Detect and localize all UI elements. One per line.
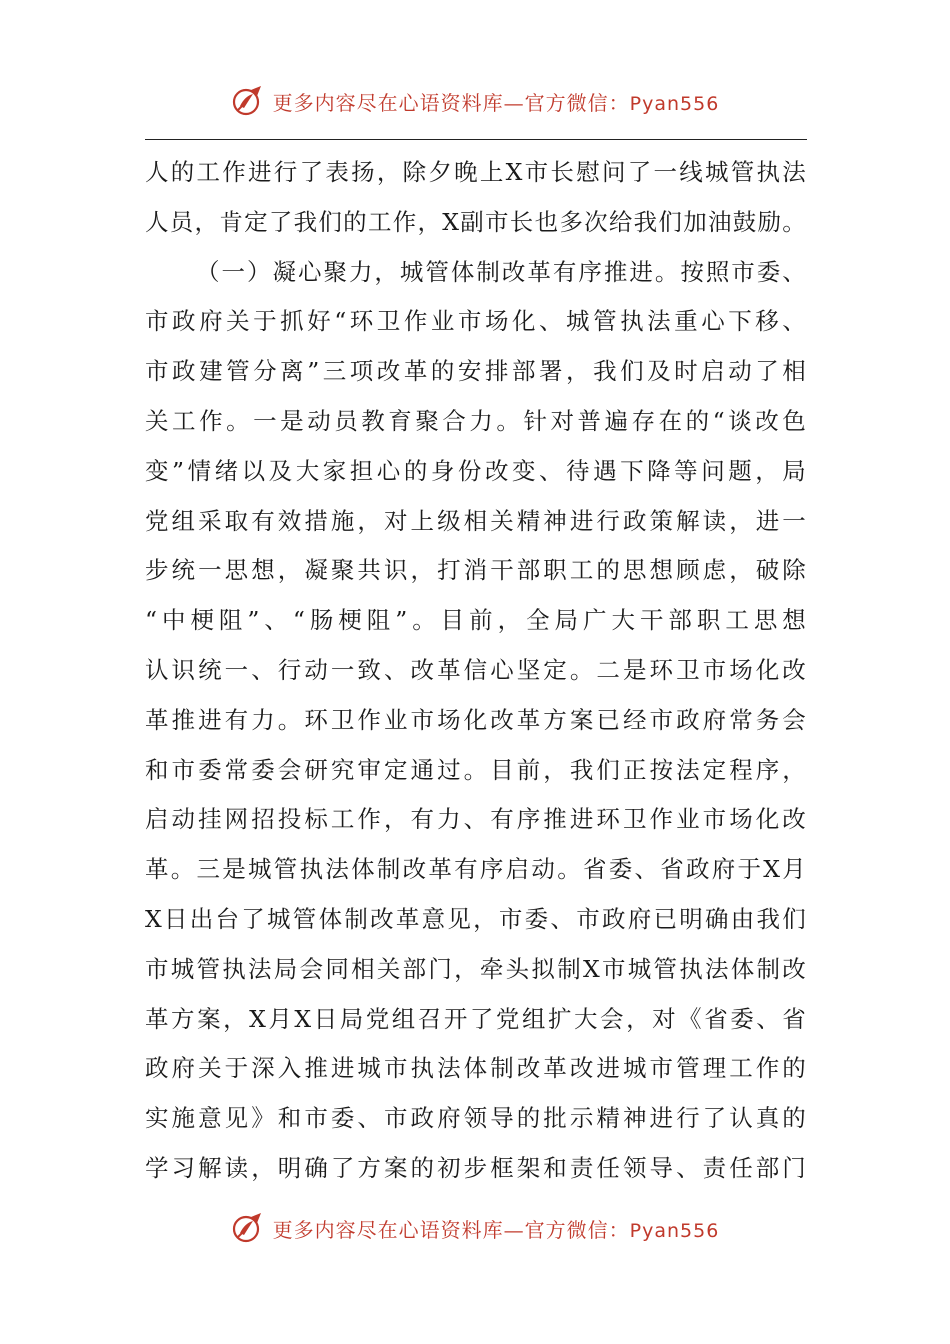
- watermark-text: 更多内容尽在心语资料库—官方微信：Pyan556: [272, 1217, 720, 1242]
- text-line: 市政建管分离”三项改革的安排部署，我们及时启动了相: [145, 357, 807, 386]
- text-line: 步统一思想，凝聚共识，打消干部职工的思想顾虑，破除: [145, 556, 807, 585]
- text-line: 和市委常委会研究审定通过。目前，我们正按法定程序，: [145, 755, 807, 784]
- pen-logo-icon: [231, 1211, 265, 1245]
- watermark-header: [0, 84, 950, 118]
- watermark-footer: [0, 1211, 950, 1245]
- text-line: 启动挂网招投标工作，有力、有序推进环卫作业市场化改: [145, 805, 807, 834]
- paragraph: [145, 248, 807, 1194]
- text-line: 学习解读，明确了方案的初步框架和责任领导、责任部门: [145, 1153, 807, 1182]
- text-line: 革。三是城管执法体制改革有序启动。省委、省政府于X月: [145, 855, 807, 884]
- header-divider: [145, 139, 807, 140]
- text-line: 市城管执法局会同相关部门，牵头拟制X市城管执法体制改: [145, 954, 807, 983]
- text-line: X日出台了城管体制改革意见，市委、市政府已明确由我们: [145, 904, 807, 933]
- text-line: 实施意见》和市委、市政府领导的批示精神进行了认真的: [145, 1104, 807, 1133]
- text-line: 党组采取有效措施，对上级相关精神进行政策解读，进一: [145, 506, 807, 535]
- text-line: 关工作。一是动员教育聚合力。针对普遍存在的“谈改色: [145, 406, 807, 435]
- watermark-text: 更多内容尽在心语资料库—官方微信：Pyan556: [272, 90, 720, 115]
- paragraph: [145, 148, 807, 248]
- text-line: 革推进有力。环卫作业市场化改革方案已经市政府常务会: [145, 705, 807, 734]
- text-line: （一）凝心聚力，城管体制改革有序推进。按照市委、: [196, 257, 807, 286]
- text-line: 人员，肯定了我们的工作，X副市长也多次给我们加油鼓励。: [145, 207, 807, 236]
- document-body: [145, 148, 807, 1194]
- pen-logo-icon: [231, 84, 265, 118]
- text-line: 变”情绪以及大家担心的身份改变、待遇下降等问题，局: [145, 456, 807, 485]
- text-line: 人的工作进行了表扬，除夕晚上X市长慰问了一线城管执法: [145, 158, 807, 186]
- text-line: 认识统一、行动一致、改革信心坚定。二是环卫市场化改: [145, 655, 807, 684]
- text-line: 市政府关于抓好“环卫作业市场化、城管执法重心下移、: [145, 307, 807, 336]
- text-line: 革方案，X月X日局党组召开了党组扩大会，对《省委、省: [145, 1004, 807, 1033]
- text-line: 政府关于深入推进城市执法体制改革改进城市管理工作的: [145, 1054, 807, 1083]
- text-line: “中梗阻”、“肠梗阻”。目前，全局广大干部职工思想: [145, 606, 807, 635]
